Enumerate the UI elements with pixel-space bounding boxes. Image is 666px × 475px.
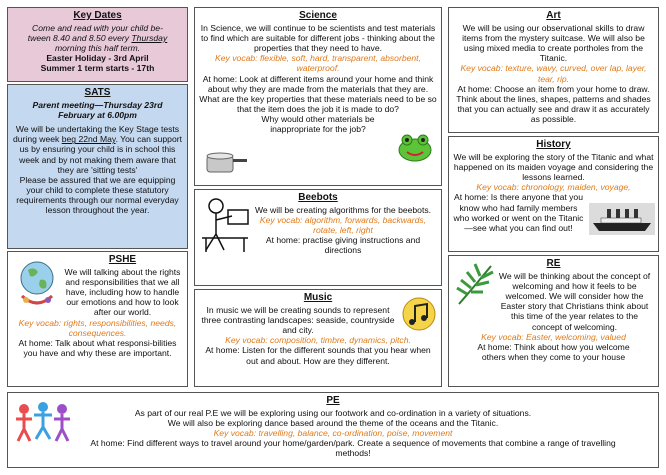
- key-dates-title: Key Dates: [73, 10, 122, 21]
- history-panel: [448, 136, 659, 252]
- pe-panel: [7, 392, 659, 468]
- pe-paragraph2: We will also be exploring dance based around the theme of the oceans and the Titanic.: [167, 417, 499, 428]
- history-vocab: Key vocab: chronology, maiden, voyage,: [476, 182, 631, 193]
- re-panel: [448, 255, 659, 387]
- key-dates-thursday: Thursday: [131, 32, 168, 43]
- re-vocab: Key vocab: Easter, welcoming, valued: [481, 331, 626, 342]
- art-home: At home: Choose an item from your home to draw. Think about the lines, shapes, patterns and shades that you can actually see and draw it as accurately as possible.: [456, 83, 651, 125]
- beebots-paragraph: We will be creating algorithms for the beebots.: [254, 204, 432, 215]
- sats-p1a: We will be undertaking the Key Stage tests during week: [13, 124, 180, 145]
- beebots-title: Beebots: [298, 192, 338, 203]
- sats-panel: [7, 84, 188, 249]
- sats-title: SATS: [84, 87, 111, 98]
- music-panel: [194, 289, 442, 387]
- key-dates-line1: Come and read with your child be-: [32, 22, 163, 33]
- science-paragraph: In Science, we will continue to be scientists and test materials to find which are suitable for different jobs - thinking about the properties that they need to have.: [200, 22, 436, 54]
- palm-leaf-image: [453, 260, 497, 308]
- pshe-home: At home: Talk about what responsi-bilities you have and why these are important.: [18, 337, 177, 358]
- sats-paragraph1: [12, 124, 183, 175]
- sats-paragraph2: Please be assured that we are equipping your child to complete these statutory requirements through our normal everyday lesson throughout the year.: [16, 174, 179, 216]
- key-dates-panel: [7, 7, 188, 82]
- history-paragraph: We will be exploring the story of the Titanic and what happened on its maiden voyage and considering the lessons learned.: [453, 151, 654, 183]
- sats-week: beg 22nd May: [61, 134, 116, 145]
- sats-p1c: . You can support us by ensuring your child is in school this week and by not making them aware that they are 'sitting tests': [19, 134, 182, 175]
- pshe-title: PSHE: [108, 254, 137, 265]
- pe-children-image: [14, 399, 72, 445]
- pe-home: At home: Find different ways to travel around your home/garden/park. Create a sequence of movements that combine a range of travelling methods!: [90, 438, 616, 459]
- key-dates-line3: morning this half term.: [54, 43, 140, 54]
- art-title: Art: [546, 10, 561, 21]
- pshe-vocab: Key vocab: rights, responsibilities, needs, consequences.: [18, 317, 177, 338]
- pe-title: PE: [326, 395, 340, 406]
- re-paragraph: We will be thinking about the concept of welcoming and how it feels to be welcomed. We will consider how the Easter story that Christians think about this time of the year relates to the concept of welcoming.: [498, 270, 651, 332]
- beebots-vocab: Key vocab: algorithm, forwards, backwards, rotate, left, right: [259, 214, 427, 236]
- pshe-panel: [7, 251, 188, 387]
- art-paragraph: We will be using our observational skills to draw items from the mystery suitcase. We will also be using mixed media to create portholes from the Titanic.: [462, 22, 645, 64]
- music-title: Music: [303, 292, 333, 303]
- beebots-panel: [194, 189, 442, 286]
- history-title: History: [536, 139, 571, 150]
- music-home: At home: Listen for the different sounds that you hear when out and about. How are they different.: [205, 345, 431, 366]
- science-question: Why would other materials be inappropriate for the job?: [261, 114, 375, 135]
- science-home: At home: Look at different items around your home and think about why they are made from the materials that they are. What are the key properties that these materials need to be so that the item does the job it is made to do?: [199, 73, 437, 114]
- sats-meeting2: February at 6.00pm: [58, 109, 137, 120]
- saucepan-image: [203, 148, 249, 178]
- pshe-paragraph: We will talking about the rights and responsibilities that we all have, including how to handle our emotions and how to look after our world.: [64, 266, 181, 318]
- key-dates-summer: Summer 1 term starts - 17th: [40, 63, 155, 74]
- key-dates-line2a: tween 8.40 and 8.50 every: [27, 32, 132, 43]
- pe-vocab: Key vocab: travelling, balance, co-ordination, poise, movement: [213, 428, 453, 439]
- titanic-ship-image: [589, 203, 655, 235]
- beebots-home: At home: practise giving instructions and directions: [265, 235, 421, 256]
- science-title: Science: [299, 10, 337, 21]
- pshe-globe-image: [14, 256, 60, 312]
- music-paragraph: In music we will be creating sounds to represent three contrasting landscapes: seaside, countryside and city.: [201, 304, 395, 336]
- history-home: At home: Is there anyone that you know who had family members who worked or went on the Titanic—see what you can find out!: [453, 192, 584, 233]
- sats-meeting1: Parent meeting—Thursday 23rd: [32, 99, 163, 110]
- science-panel: [194, 7, 442, 186]
- science-vocab: Key vocab: flexible, soft, hard, transparent, absorbent, waterproof.: [215, 53, 421, 74]
- re-home: At home: Think about how you welcome others when they come to your house: [477, 341, 630, 362]
- key-dates-line2: [12, 33, 183, 43]
- frog-image: [395, 130, 435, 164]
- pe-paragraph1: As part of our real P.E we will be exploring using our footwork and co-ordination in a variety of situations.: [134, 407, 532, 418]
- music-notes-image: [401, 296, 437, 332]
- music-vocab: Key vocab: composition, timbre, dynamics, pitch.: [225, 335, 411, 346]
- beebot-figure-image: [198, 194, 252, 254]
- key-dates-easter: Easter Holiday - 3rd April: [46, 53, 149, 64]
- re-title: RE: [546, 258, 561, 269]
- art-vocab: Key vocab: texture, wavy, curved, over lap, layer, tear, rip.: [460, 63, 647, 84]
- art-panel: [448, 7, 659, 133]
